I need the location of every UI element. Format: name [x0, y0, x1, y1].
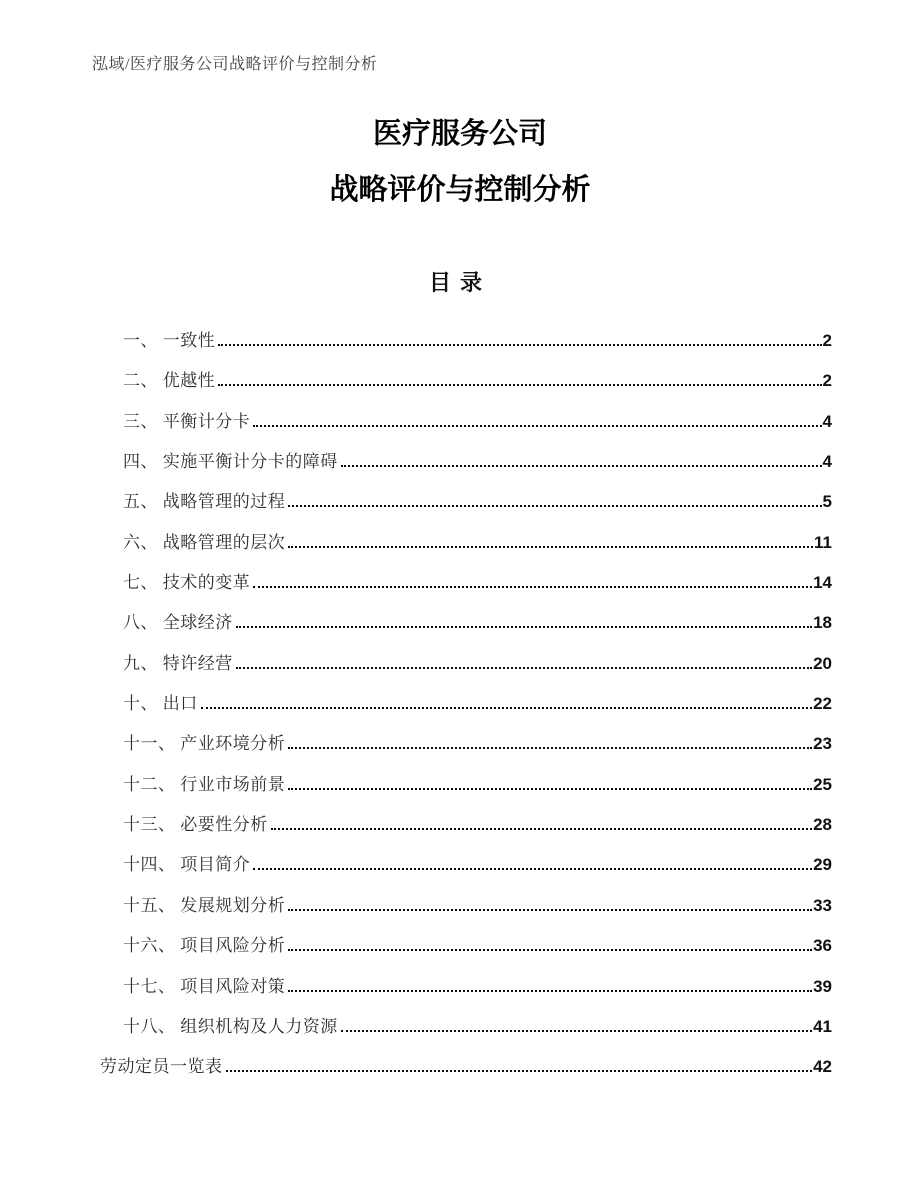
toc-entry-label: 十五、 发展规划分析	[123, 895, 286, 915]
toc-leader-dots	[271, 824, 812, 830]
toc-leader-dots	[288, 905, 812, 911]
toc-leader-dots	[288, 986, 812, 992]
toc-entry-label: 七、 技术的变革	[123, 573, 251, 593]
toc-leader-dots	[288, 542, 813, 548]
toc-entry[interactable]	[100, 321, 832, 361]
toc-entry-label: 十六、 项目风险分析	[123, 936, 286, 956]
toc-entry-page: 22	[813, 694, 832, 714]
toc-entry-page: 42	[813, 1057, 832, 1077]
toc-entry-label: 三、 平衡计分卡	[123, 411, 251, 431]
toc-entry[interactable]	[100, 361, 832, 401]
toc-entry[interactable]	[100, 482, 832, 522]
toc-entry-page: 41	[813, 1016, 832, 1036]
toc-leader-dots	[226, 1066, 813, 1072]
toc-entry-label: 十七、 项目风险对策	[123, 976, 286, 996]
toc-entry-label: 十一、 产业环境分析	[123, 734, 286, 754]
document-title-line1: 医疗服务公司	[372, 118, 547, 150]
toc-entry-page: 28	[813, 815, 832, 835]
toc-entry[interactable]	[100, 644, 832, 684]
toc-entry[interactable]	[100, 845, 832, 885]
document-header: 泓域/医疗服务公司战略评价与控制分析	[92, 56, 378, 73]
toc-entry[interactable]	[100, 967, 832, 1007]
toc-entry[interactable]	[100, 724, 832, 764]
toc-leader-dots	[288, 945, 812, 951]
toc-entry-label: 十八、 组织机构及人力资源	[123, 1016, 338, 1036]
toc-entry[interactable]	[100, 765, 832, 805]
toc-entry[interactable]	[100, 603, 832, 643]
toc-entry-label: 十二、 行业市场前景	[123, 774, 286, 794]
toc-entry-page: 14	[813, 573, 832, 593]
toc-entry-label: 劳动定员一览表	[100, 1057, 223, 1077]
toc-entry-page: 36	[813, 936, 832, 956]
toc-entry-page: 33	[813, 895, 832, 915]
toc-entry-label: 六、 战略管理的层次	[123, 532, 286, 552]
toc-entry-page: 20	[813, 653, 832, 673]
toc-entry[interactable]	[100, 926, 832, 966]
document-title-line2: 战略评价与控制分析	[329, 174, 591, 206]
toc-entry-page: 25	[813, 774, 832, 794]
toc-entry-page: 2	[822, 331, 832, 350]
toc-leader-dots	[236, 622, 812, 628]
toc-leader-dots	[236, 663, 812, 669]
toc-leader-dots	[218, 380, 821, 386]
toc-leader-dots	[288, 501, 821, 507]
toc-entry-page: 11	[814, 532, 832, 552]
toc-entry[interactable]	[100, 402, 832, 442]
toc-entry-label: 十四、 项目简介	[123, 855, 251, 875]
toc-entry-label: 十三、 必要性分析	[123, 815, 268, 835]
toc-leader-dots	[288, 784, 812, 790]
toc-leader-dots	[341, 461, 822, 467]
toc-entry-label: 一、 一致性	[123, 331, 216, 350]
toc-entry[interactable]	[100, 442, 832, 482]
toc-entry-label: 二、 优越性	[123, 371, 216, 391]
toc-entry[interactable]	[100, 563, 832, 603]
toc-leader-dots	[341, 1026, 812, 1032]
toc-entry[interactable]	[100, 684, 832, 724]
toc-leader-dots	[253, 582, 812, 588]
toc-leader-dots	[253, 421, 821, 427]
toc-entry-page: 29	[813, 855, 832, 875]
toc-entry-page: 4	[822, 411, 832, 431]
toc-entry-page: 18	[813, 613, 832, 633]
toc-leader-dots	[253, 864, 812, 870]
toc-entry-label: 四、 实施平衡计分卡的障碍	[123, 452, 338, 472]
toc-leader-dots	[201, 703, 812, 709]
toc-entry[interactable]	[100, 1007, 832, 1047]
toc-heading: 目录	[428, 270, 491, 295]
toc-entry[interactable]	[100, 886, 832, 926]
toc-list	[100, 321, 832, 1088]
toc-entry-label: 五、 战略管理的过程	[123, 492, 286, 512]
toc-entry-label: 八、 全球经济	[123, 613, 233, 633]
toc-entry-page: 2	[822, 371, 832, 391]
toc-leader-dots	[288, 743, 812, 749]
toc-entry-page: 4	[822, 452, 832, 472]
toc-leader-dots	[218, 340, 821, 346]
toc-entry-page: 39	[813, 976, 832, 996]
toc-entry-page: 5	[822, 492, 832, 512]
toc-entry-label: 九、 特许经营	[123, 653, 233, 673]
toc-entry-label: 十、 出口	[123, 694, 198, 714]
toc-entry[interactable]	[100, 523, 832, 563]
toc-entry[interactable]	[100, 1047, 832, 1087]
toc-entry-page: 23	[813, 734, 832, 754]
toc-entry[interactable]	[100, 805, 832, 845]
